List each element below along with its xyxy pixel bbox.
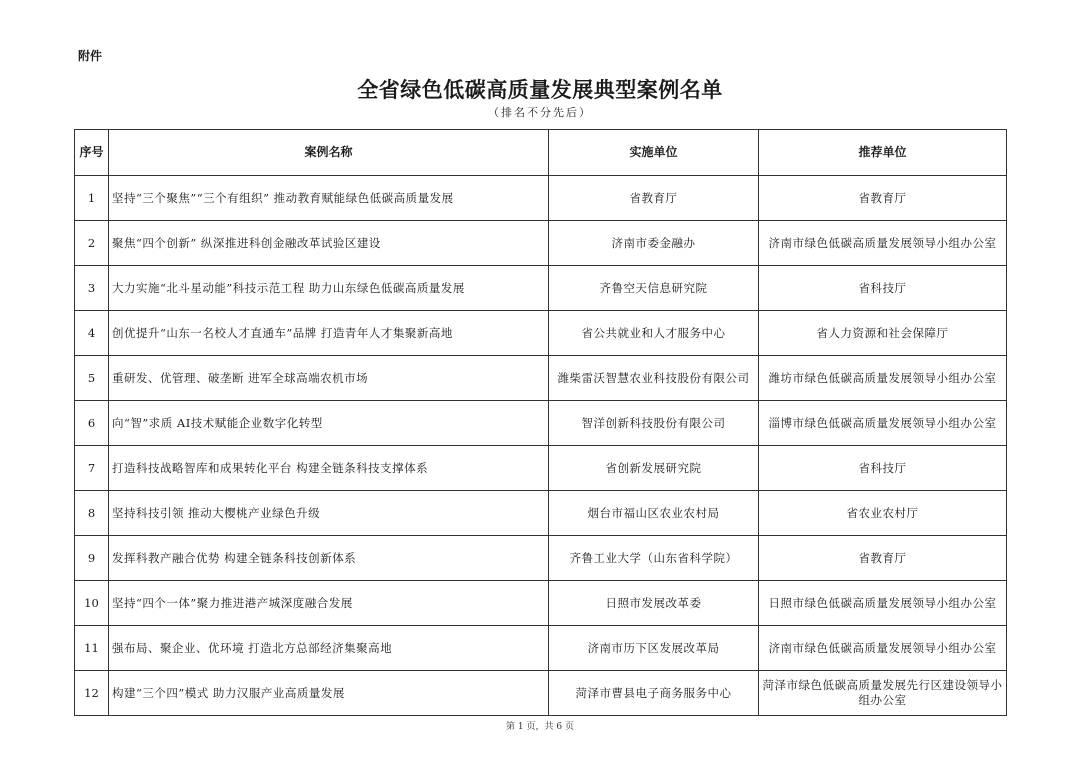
cell-num: 8 xyxy=(75,491,109,536)
cell-recommending-unit: 省科技厅 xyxy=(759,266,1007,311)
attachment-label: 附件 xyxy=(78,49,103,63)
cell-implementing-unit: 省公共就业和人才服务中心 xyxy=(549,311,759,356)
cell-recommending-unit: 日照市绿色低碳高质量发展领导小组办公室 xyxy=(759,581,1007,626)
cell-implementing-unit: 潍柴雷沃智慧农业科技股份有限公司 xyxy=(549,356,759,401)
cell-recommending-unit: 省科技厅 xyxy=(759,446,1007,491)
cell-num: 1 xyxy=(75,176,109,221)
table-row xyxy=(75,536,1007,581)
table-row xyxy=(75,446,1007,491)
cell-num: 6 xyxy=(75,401,109,446)
cell-implementing-unit: 智洋创新科技股份有限公司 xyxy=(549,401,759,446)
page-subtitle: （排名不分先后） xyxy=(488,106,592,119)
cell-recommending-unit: 省教育厅 xyxy=(759,536,1007,581)
table-row xyxy=(75,356,1007,401)
cell-implementing-unit: 省教育厅 xyxy=(549,176,759,221)
cell-implementing-unit: 济南市委金融办 xyxy=(549,221,759,266)
case-table xyxy=(74,129,1007,716)
cell-num: 4 xyxy=(75,311,109,356)
cell-case-name: 创优提升“山东一名校人才直通车”品牌 打造青年人才集聚新高地 xyxy=(109,311,549,356)
cell-implementing-unit: 省创新发展研究院 xyxy=(549,446,759,491)
cell-case-name: 聚焦“四个创新” 纵深推进科创金融改革试验区建设 xyxy=(109,221,549,266)
table-header-row xyxy=(75,130,1007,176)
cell-num: 5 xyxy=(75,356,109,401)
table-row xyxy=(75,401,1007,446)
table-row xyxy=(75,221,1007,266)
cell-recommending-unit: 省人力资源和社会保障厅 xyxy=(759,311,1007,356)
table-row xyxy=(75,491,1007,536)
cell-recommending-unit: 潍坊市绿色低碳高质量发展领导小组办公室 xyxy=(759,356,1007,401)
cell-num: 9 xyxy=(75,536,109,581)
cell-num: 10 xyxy=(75,581,109,626)
header-recommending-unit: 推荐单位 xyxy=(759,130,1007,176)
cell-recommending-unit: 省农业农村厅 xyxy=(759,491,1007,536)
cell-num: 3 xyxy=(75,266,109,311)
cell-recommending-unit: 菏泽市绿色低碳高质量发展先行区建设领导小组办公室 xyxy=(759,671,1007,716)
cell-case-name: 坚持“四个一体”聚力推进港产城深度融合发展 xyxy=(109,581,549,626)
table-row xyxy=(75,266,1007,311)
cell-implementing-unit: 烟台市福山区农业农村局 xyxy=(549,491,759,536)
cell-case-name: 大力实施“北斗星动能”科技示范工程 助力山东绿色低碳高质量发展 xyxy=(109,266,549,311)
cell-recommending-unit: 淄博市绿色低碳高质量发展领导小组办公室 xyxy=(759,401,1007,446)
table-row xyxy=(75,176,1007,221)
cell-num: 11 xyxy=(75,626,109,671)
table-row xyxy=(75,311,1007,356)
cell-recommending-unit: 济南市绿色低碳高质量发展领导小组办公室 xyxy=(759,626,1007,671)
table-row xyxy=(75,581,1007,626)
cell-num: 12 xyxy=(75,671,109,716)
cell-recommending-unit: 济南市绿色低碳高质量发展领导小组办公室 xyxy=(759,221,1007,266)
cell-case-name: 坚持科技引领 推动大樱桃产业绿色升级 xyxy=(109,491,549,536)
cell-implementing-unit: 济南市历下区发展改革局 xyxy=(549,626,759,671)
table-row xyxy=(75,626,1007,671)
cell-implementing-unit: 日照市发展改革委 xyxy=(549,581,759,626)
header-implementing-unit: 实施单位 xyxy=(549,130,759,176)
cell-recommending-unit: 省教育厅 xyxy=(759,176,1007,221)
cell-case-name: 发挥科教产融合优势 构建全链条科技创新体系 xyxy=(109,536,549,581)
page-footer: 第 1 页，共 6 页 xyxy=(506,722,574,732)
header-num: 序号 xyxy=(75,130,109,176)
cell-num: 7 xyxy=(75,446,109,491)
cell-case-name: 重研发、优管理、破垄断 进军全球高端农机市场 xyxy=(109,356,549,401)
cell-num: 2 xyxy=(75,221,109,266)
cell-case-name: 强布局、聚企业、优环境 打造北方总部经济集聚高地 xyxy=(109,626,549,671)
cell-case-name: 打造科技战略智库和成果转化平台 构建全链条科技支撑体系 xyxy=(109,446,549,491)
header-case-name: 案例名称 xyxy=(109,130,549,176)
table-row xyxy=(75,671,1007,716)
page-title: 全省绿色低碳高质量发展典型案例名单 xyxy=(357,78,723,102)
cell-implementing-unit: 齐鲁工业大学（山东省科学院） xyxy=(549,536,759,581)
cell-case-name: 向“智”求质 AI技术赋能企业数字化转型 xyxy=(109,401,549,446)
table-body xyxy=(75,176,1007,716)
cell-implementing-unit: 齐鲁空天信息研究院 xyxy=(549,266,759,311)
cell-implementing-unit: 菏泽市曹县电子商务服务中心 xyxy=(549,671,759,716)
cell-case-name: 坚持“三个聚焦”“三个有组织” 推动教育赋能绿色低碳高质量发展 xyxy=(109,176,549,221)
cell-case-name: 构建“三个四”模式 助力汉服产业高质量发展 xyxy=(109,671,549,716)
